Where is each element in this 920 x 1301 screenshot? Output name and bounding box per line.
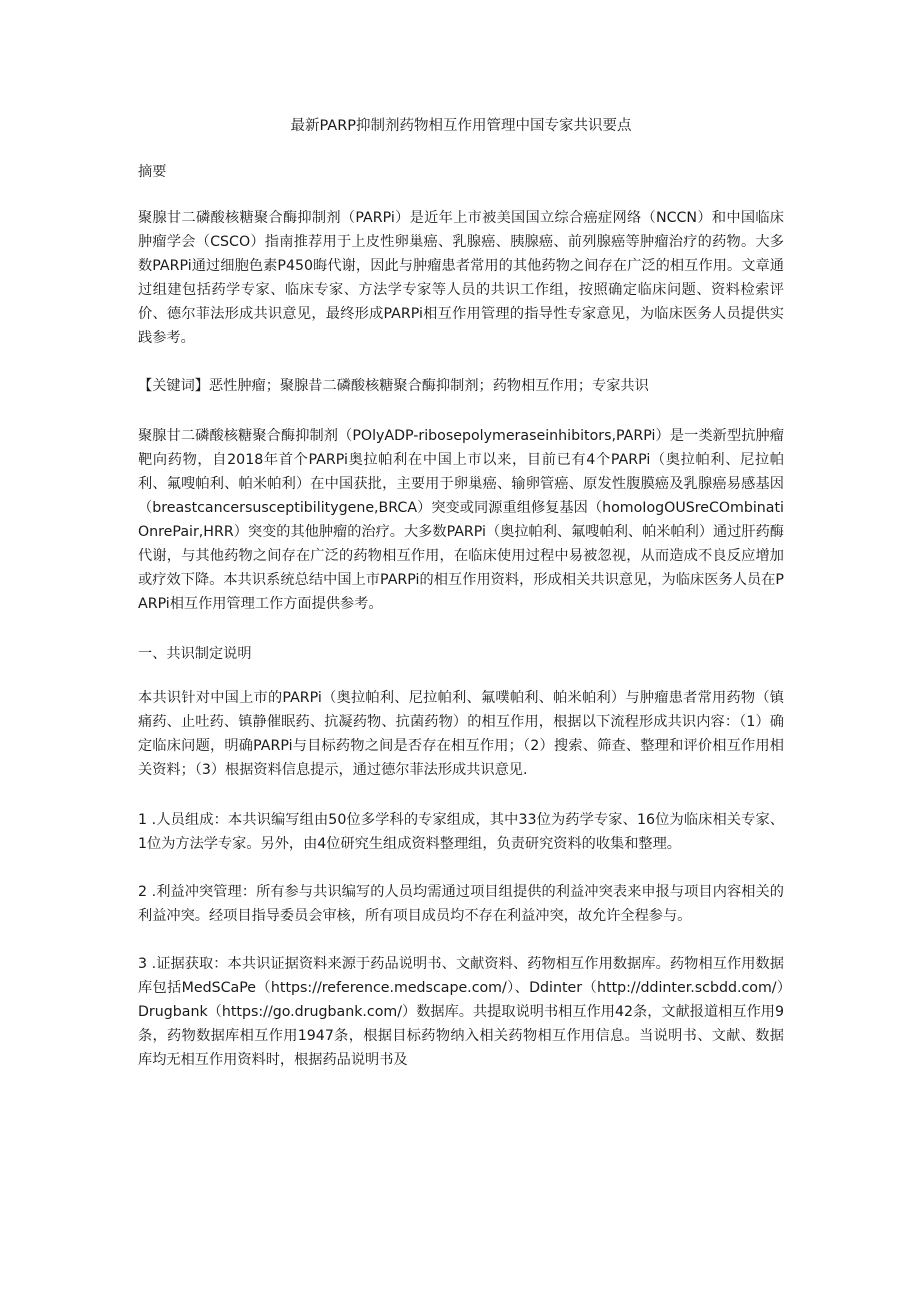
list-item: 2 .利益冲突管理：所有参与共识编写的人员均需通过项目组提供的利益冲突表来申报与项目内容相关的利益冲突。经项目指导委员会审核，所有项目成员均不存在利益冲突，故允许全程参与。 — [138, 884, 784, 924]
abstract-paragraph: 聚腺甘二磷酸核糖聚合酶抑制剂（PARPi）是近年上市被美国国立综合癌症网络（NCCN）和中国临床肿瘤学会（CSCO）指南推荐用于上皮性卵巢癌、乳腺癌、胰腺癌、前列腺癌等肿瘤治疗的药物。大多数PARPi通过细胞色素P450晦代谢，因此与肿瘤患者常用的其他药物之间存在广泛的相互作用。文章通过组建包括药学专家、临床专家、方法学专家等人员的共识工作组，按照确定临床问题、资料检索评价、德尔菲法形成共识意见，最终形成PARPi相互作用管理的指导性专家意见，为临床医务人员提供实践参考。 — [138, 210, 784, 346]
scope-paragraph: 本共识针对中国上市的PARPi（奥拉帕利、尼拉帕利、氟噗帕利、帕米帕利）与肿瘤患者常用药物（镇痛药、止吐药、镇静催眠药、抗凝药物、抗菌药物）的相互作用，根据以下流程形成共识内容：（1）确定临床问题，明确PARPi与目标药物之间是否存在相互作用；（2）搜索、筛查、整理和评价相互作用相关资料；（3）根据资料信息提示，通过德尔菲法形成共识意见. — [138, 690, 784, 778]
section-heading: 一、共识制定说明 — [138, 646, 252, 662]
abstract-heading: 摘要 — [138, 164, 167, 180]
introduction-paragraph: 聚腺甘二磷酸核糖聚合酶抑制剂（POlyADP-ribosepolymeraseinhibitors,PARPi）是一类新型抗肿瘤靶向药物，自2018年首个PARPi奥拉帕利在中国上市以来，目前已有4个PARPi（奥拉帕利、尼拉帕利、氟嗖帕利、帕米帕利）在中国获批，主要用于卵巢癌、输卵管癌、原发性腹膜癌及乳腺癌易感基因（breastcancersusceptibilitygene,BRCA）突变或同源重组修复基因（homoIogOUSreCOmbinatiOnrePair,HRR）突变的其他肿瘤的治疗。大多数PARPi（奥拉帕利、氟嗖帕利、帕米帕利）通过肝药酶代谢，与其他药物之间存在广泛的药物相互作用，在临床使用过程中易被忽视，从而造成不良反应增加或疗效下降。本共识系统总结中国上市PARPi的相互作用资料，形成相关共识意见，为临床医务人员在PARPi相互作用管理工作方面提供参考。 — [138, 428, 784, 612]
list-item: 1 .人员组成：本共识编写组由50位多学科的专家组成，其中33位为药学专家、16位为临床相关专家、1位为方法学专家。另外，由4位研究生组成资料整理组，负责研究资料的收集和整理。 — [138, 812, 784, 852]
keywords-paragraph: 【关键词】恶性肿瘤；聚腺昔二磷酸核糖聚合酶抑制剂；药物相互作用；专家共识 — [138, 378, 649, 394]
document-title: 最新PARP抑制剂药物相互作用管理中国专家共识要点 — [290, 118, 632, 134]
list-item: 3 .证据获取：本共识证据资料来源于药品说明书、文献资料、药物相互作用数据库。药物相互作用数据库包括MedSCaPe（https://reference.medscape.com/）、Ddinter（http://ddinter.scbdd.com/）Drugbank（https://go.drugbank.com/）数据库。共提取说明书相互作用42条，文献报道相互作用9条，药物数据库相互作用1947条，根据目标药物纳入相关药物相互作用信息。当说明书、文献、数据库均无相互作用资料时，根据药品说明书及 — [138, 956, 784, 1068]
